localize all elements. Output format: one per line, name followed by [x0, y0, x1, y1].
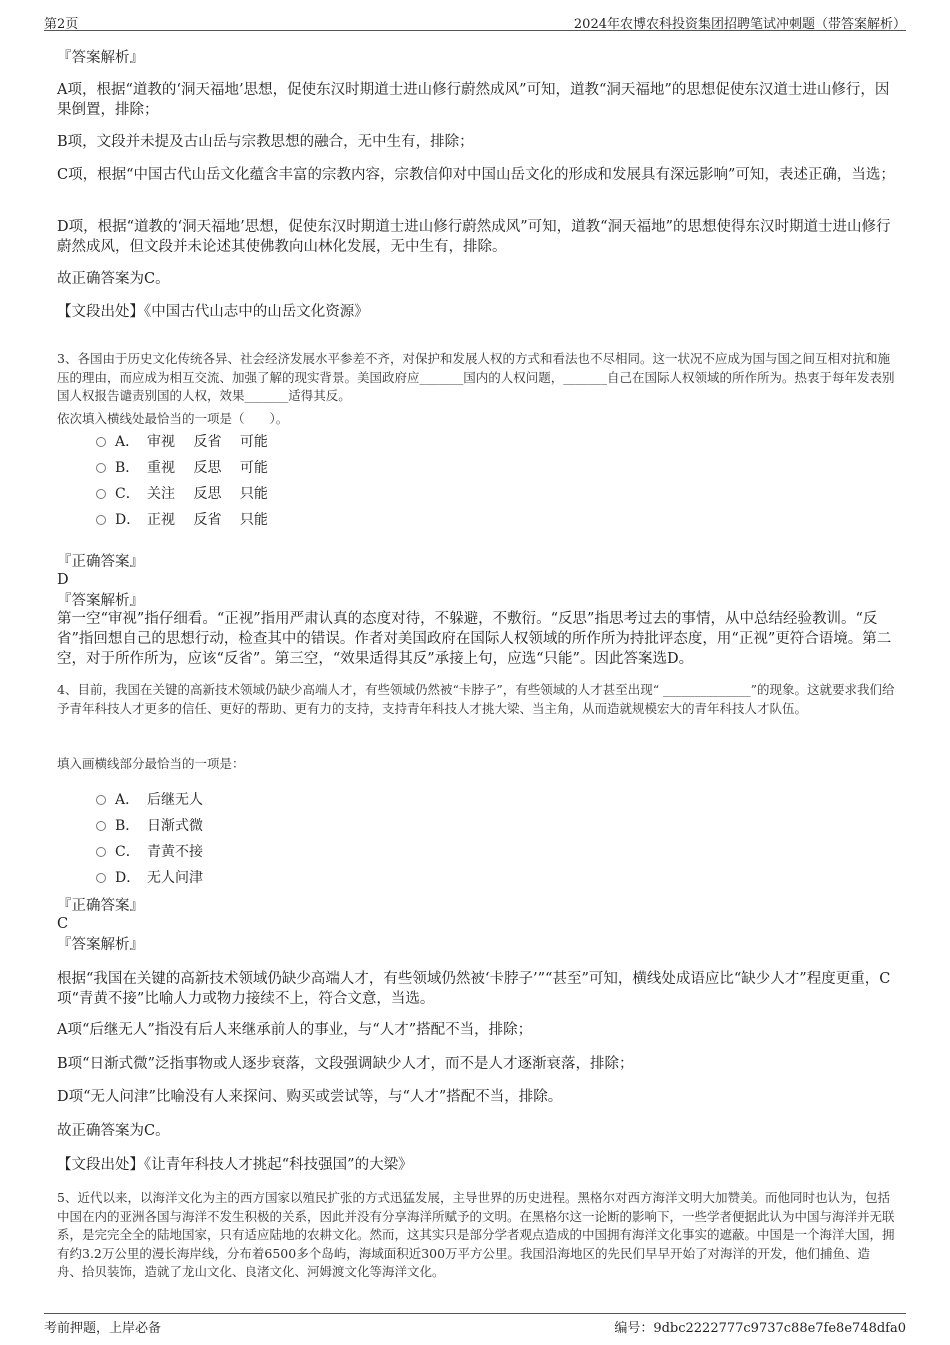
q3-option-c[interactable]: C． 关注 反思 只能	[96, 484, 268, 504]
document-title: 2024年农博农科投资集团招聘笔试冲刺题（带答案解析）	[573, 17, 906, 32]
document-id: 编号：9dbc2222777c9737c88e7fe8e748dfa0	[614, 1321, 906, 1336]
q3-option-b[interactable]: B． 重视 反思 可能	[96, 458, 268, 478]
q4-analysis-d: D项“无人问津”比喻没有人来探问、购买或尝试等，与“人才”搭配不当，排除。	[57, 1089, 563, 1105]
q4-option-a[interactable]: A． 后继无人	[96, 790, 203, 810]
radio-icon[interactable]	[96, 873, 106, 883]
q4-analysis-label: 『答案解析』	[57, 937, 144, 953]
q4-answer: C	[57, 916, 69, 932]
q2-analysis-a: A项，根据“道教的‘洞天福地’思想，促使东汉时期道士进山修行蔚然成风”可知，道教“洞天福地”的思想促使东汉道士进山修行，因果倒置，排除；	[57, 82, 890, 118]
q5-stem: 5、近代以来，以海洋文化为主的西方国家以殖民扩张的方式迅猛发展，主导世界的历史进程。黑格尔对西方海洋文明大加赞美。而他同时也认为，包括中国在内的亚洲各国与海洋不发生积极的关系，因此并没有分享海洋所赋予的文明。在黑格尔这一论断的影响下，一些学者便据此认为中国与海洋并无联系，是完完全全的陆地国家，只有适应陆地的农耕文化。然而，这其实只是部分学者观点造成的中国拥有海洋文化事实的遮蔽。中国是一个海洋大国，拥有约3.2万公里的漫长海岸线，分布着6500多个岛屿，海域面积近300万平方公里。我国沿海地区的先民们早早开始了对海洋的开发，他们捕鱼、造舟、拾贝装饰，造就了龙山文化、良渚文化、河姆渡文化等海洋文化。	[57, 1190, 895, 1279]
q4-answer-label: 『正确答案』	[57, 898, 144, 914]
footer-slogan: 考前押题，上岸必备	[44, 1321, 162, 1336]
radio-icon[interactable]	[96, 821, 106, 831]
page-footer	[44, 1313, 906, 1334]
q4-analysis: 根据“我国在关键的高新技术领域仍缺少高端人才，有些领域仍然被‘卡脖子’”“甚至”可知，横线处成语应比“缺少人才”程度更重，C项“青黄不接”比喻人力或物力接续不上，符合文意，当选。	[57, 971, 891, 1007]
radio-icon[interactable]	[96, 847, 106, 857]
q2-analysis-label: 『答案解析』	[57, 50, 144, 66]
q4-source: 【文段出处】《让青年科技人才挑起“科技强国”的大梁》	[57, 1157, 413, 1173]
q2-source: 【文段出处】《中国古代山志中的山岳文化资源》	[57, 304, 369, 320]
q4-option-d[interactable]: D． 无人问津	[96, 868, 203, 888]
q2-analysis-b: B项，文段并未提及古山岳与宗教思想的融合，无中生有，排除；	[57, 134, 474, 150]
q4-prompt: 填入画横线部分最恰当的一项是：	[57, 756, 245, 771]
q3-answer-label: 『正确答案』	[57, 554, 144, 570]
q2-analysis-c: C项，根据“中国古代山岳文化蕴含丰富的宗教内容，宗教信仰对中国山岳文化的形成和发展具有深远影响”可知，表述正确，当选；	[57, 167, 895, 183]
q4-stem: 4、目前，我国在关键的高新技术领域仍缺少高端人才，有些领域仍然被“卡脖子”，有些领域的人才甚至出现“ ______________”的现象。这就要求我们给予青年科技人才更多的信任、更好的帮助、更有力的支持，支持青年科技人才挑大梁、当主角，从而造就规模宏大的青年科技人才队伍。	[57, 682, 895, 716]
q3-analysis-label: 『答案解析』	[57, 593, 144, 609]
page-header	[44, 10, 906, 31]
q3-analysis: 第一空“审视”指仔细看。“正视”指用严肃认真的态度对待，不躲避，不敷衍。“反思”指思考过去的事情，从中总结经验教训。“反省”指回想自己的思想行动，检查其中的错误。作者对美国政府在国际人权领域的所作所为持批评态度，用“正视”更符合语境。第二空，对于所作所为，应该“反省”。第三空，“效果适得其反”承接上句，应选“只能”。因此答案选D。	[57, 611, 892, 667]
q4-option-b[interactable]: B． 日渐式微	[96, 816, 203, 836]
q4-analysis-a: A项“后继无人”指没有后人来继承前人的事业，与“人才”搭配不当，排除；	[57, 1022, 533, 1038]
q3-prompt: 依次填入横线处最恰当的一项是（ ）。	[57, 411, 289, 426]
q3-option-a[interactable]: A． 审视 反省 可能	[96, 432, 268, 452]
q2-conclusion: 故正确答案为C。	[57, 271, 170, 287]
q2-analysis-d: D项，根据“道教的‘洞天福地’思想，促使东汉时期道士进山修行蔚然成风”可知，道教“洞天福地”的思想使得东汉时期道士进山修行蔚然成风，但文段并未论述其使佛教向山林化发展，无中生有，排除。	[57, 219, 891, 255]
q4-option-c[interactable]: C． 青黄不接	[96, 842, 203, 862]
radio-icon[interactable]	[96, 463, 106, 473]
q4-analysis-b: B项“日渐式微”泛指事物或人逐步衰落，文段强调缺少人才，而不是人才逐渐衰落，排除；	[57, 1056, 634, 1072]
radio-icon[interactable]	[96, 437, 106, 447]
radio-icon[interactable]	[96, 489, 106, 499]
q3-stem: 3、各国由于历史文化传统各异、社会经济发展水平参差不齐，对保护和发展人权的方式和看法也不尽相同。这一状况不应成为国与国之间互相对抗和施压的理由，而应成为相互交流、加强了解的现实背景。美国政府应_______国内的人权问题，_______自己在国际人权领域的所作所为。热衷于每年发表别国人权报告谴责别国的人权，效果_______适得其反。	[57, 351, 895, 403]
page-number: 第2页	[44, 17, 79, 32]
q3-option-d[interactable]: D． 正视 反省 只能	[96, 510, 268, 530]
q4-conclusion: 故正确答案为C。	[57, 1123, 170, 1139]
radio-icon[interactable]	[96, 515, 106, 525]
q3-answer: D	[57, 572, 69, 588]
radio-icon[interactable]	[96, 795, 106, 805]
